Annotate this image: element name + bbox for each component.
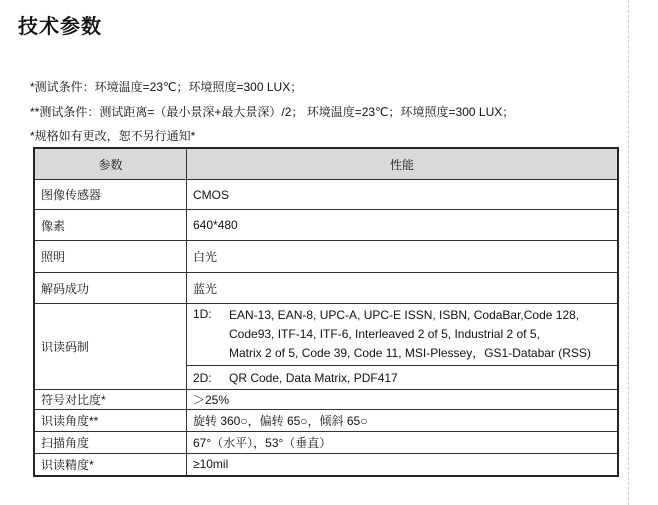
row-value: 640*480 — [187, 210, 619, 241]
table-row — [34, 390, 618, 410]
header-performance: 性能 — [187, 148, 619, 180]
table-row — [34, 410, 618, 432]
row-label: 图像传感器 — [34, 180, 187, 210]
row-label: 照明 — [34, 241, 187, 273]
symbology-1d-label: 1D: — [193, 307, 212, 321]
row-value: 蓝光 — [187, 273, 619, 304]
header-param: 参数 — [34, 148, 187, 180]
page-margin-guide — [628, 0, 630, 505]
note-disclaimer: *规格如有更改，恕不另行通知* — [30, 129, 196, 143]
row-label: 扫描角度 — [34, 432, 187, 454]
symbology-1d-line: Matrix 2 of 5, Code 39, Code 11, MSI-Plessey，GS1-Databar (RSS) — [229, 346, 591, 360]
table-row-symbologies — [34, 304, 618, 366]
row-value: 旋转 360○，偏转 65○，倾斜 65○ — [187, 410, 619, 432]
row-label: 像素 — [34, 210, 187, 241]
table-row — [34, 241, 618, 273]
symbology-1d-cell — [187, 304, 619, 366]
row-value: CMOS — [187, 180, 619, 210]
symbology-2d-cell — [187, 366, 619, 390]
row-value: 67°（水平），53°（垂直） — [187, 432, 619, 454]
table-row — [34, 454, 618, 476]
row-label: 识读码制 — [34, 304, 187, 390]
symbology-2d-value: QR Code, Data Matrix, PDF417 — [229, 370, 398, 385]
table-row — [34, 210, 618, 241]
note-test-distance: **测试条件：测试距离=（最小景深+最大景深）/2； 环境温度=23℃；环境照度=300 LUX； — [30, 105, 515, 119]
table-row — [34, 273, 618, 304]
symbology-1d-line: Code93, ITF-14, ITF-6, Interleaved 2 of 5, Industrial 2 of 5, — [229, 327, 540, 341]
note-test-conditions: *测试条件：环境温度=23℃；环境照度=300 LUX； — [30, 80, 303, 94]
row-label: 识读精度* — [34, 454, 187, 476]
row-label: 识读角度** — [34, 410, 187, 432]
spec-table — [33, 147, 619, 477]
row-label: 解码成功 — [34, 273, 187, 304]
page-title: 技术参数 — [18, 16, 102, 38]
row-label: 符号对比度* — [34, 390, 187, 410]
symbology-1d-line: EAN-13, EAN-8, UPC-A, UPC-E ISSN, ISBN, CodaBar,Code 128, — [229, 308, 580, 322]
row-value: ＞25% — [187, 390, 619, 410]
table-row — [34, 432, 618, 454]
symbology-2d-label: 2D: — [193, 370, 212, 385]
table-header-row — [34, 148, 618, 180]
row-value: 白光 — [187, 241, 619, 273]
row-value: ≥10mil — [187, 454, 619, 476]
table-row — [34, 180, 618, 210]
